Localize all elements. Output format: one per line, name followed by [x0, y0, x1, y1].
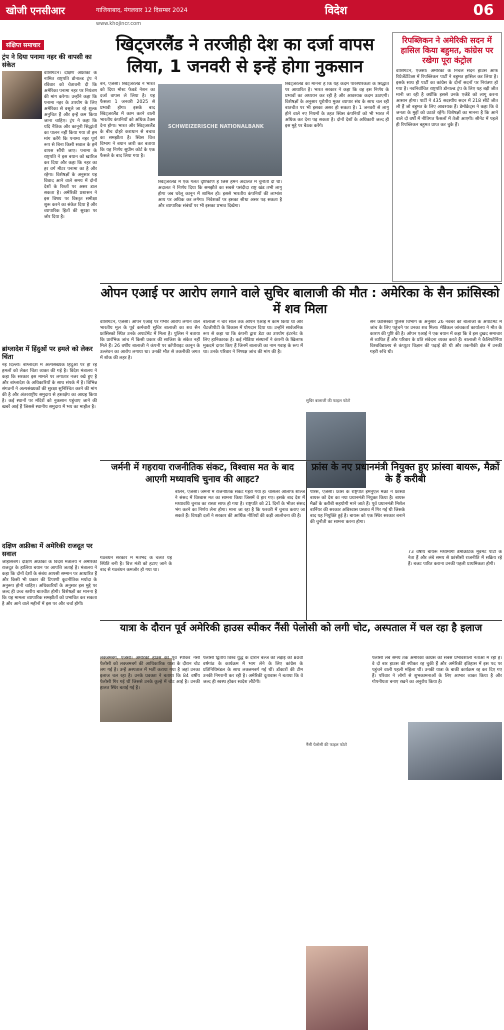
- bottom-article-col-3: पेलोसी लंबे समय तक अमेरिकी कांग्रेस की सबसे प्रभावशाली नेताओं में रही हैं। वे दो बार हाउस की स्पीकर रह चुकी हैं और अमेरिकी इतिहास में इस पद पर पहुंचने वाली पहली महिला थीं। उनकी यात्रा के बाकी कार्यक्रम रद्द कर दिए गए हैं। परिवार ने लोगों से शुभकामनाओं के लिए आभार व्यक्त किया है और गोपनीयता बनाए रखने का अनुरोध किया है।: [372, 656, 502, 685]
- website-line: www.khojincr.com: [96, 21, 142, 27]
- section-title: विदेश: [324, 3, 348, 17]
- left-article-1: वाशिंगटन। दक्षिण अफ्रीका के नामित राष्ट्रपति डोनाल्ड ट्रंप ने रविवार को चेतावनी दी कि अमेरिका पनामा नहर पर नियंत्रण की मांग करेगा। उन्होंने कहा कि पनामा नहर के उपयोग के लिए अमेरिका से वसूले जा रहे शुल्क अनुचित हैं और इन्हें कम किया जाना चाहिए। ट्रंप ने कहा कि यदि नैतिक और कानूनी सिद्धांतों का पालन नहीं किया गया तो हम मांग करेंगे कि पनामा नहर पूर्ण रूप से बिना किसी सवाल के हमें वापस सौंपी जाए। पनामा के राष्ट्रपति ने इस बयान को खारिज कर दिया और कहा कि नहर का हर वर्ग मीटर पनामा का है और रहेगा। विशेषज्ञों के अनुसार यह विवाद आने वाले समय में दोनों देशों के रिश्तों पर असर डाल सकता है। अमेरिकी प्रशासन ने इस विषय पर विस्तृत समीक्षा शुरू करने का संकेत दिया है और व्यापारिक हितों की सुरक्षा पर जोर दिया है।: [44, 71, 97, 220]
- right-headline: रिपब्लिकन ने अमेरिकी सदन में हासिल किया बहुमत, कांग्रेस पर रखेगा पूरा कंट्रोल: [400, 36, 494, 65]
- bottom-article-col-2: पेलोसी द्वितीय विश्व युद्ध के दौरान बल्ज की लड़ाई की 80वीं वर्षगांठ के कार्यक्रम में भाग लेने के लिए कांग्रेस के प्रतिनिधिमंडल के साथ लक्जमबर्ग गई थीं। डॉक्टरों की टीम उनकी निगरानी कर रही है। अमेरिकी दूतावास ने बताया कि वे जल्द ही स्वस्थ होकर स्वदेश लौटेंगी।: [203, 656, 303, 685]
- left-article-3: जोहांसबर्ग। दक्षिण अफ्रीका के विदेश मंत्रालय ने अमेरिकी राजदूत के हालिया बयान पर आपत्ति जताई है। मंत्रालय ने कहा कि दोनों देशों के संबंध आपसी सम्मान पर आधारित हैं और किसी भी प्रकार की टिप्पणी कूटनीतिक मर्यादा के अनुरूप होनी चाहिए। अधिकारियों के अनुसार इस मुद्दे पर जल्द ही उच्च स्तरीय बातचीत होगी। विशेषज्ञों का मानना है कि यह मामला व्यापारिक समझौतों को प्रभावित कर सकता है और आने वाले महीनों में इस पर और चर्चा होगी।: [2, 560, 97, 607]
- masthead-dateline: गाजियाबाद, मंगलवार 12 दिसम्बर 2024: [96, 7, 188, 14]
- fourth-headline: फ्रांस के नए प्रधानमंत्री नियुक्त हुए फ्रांस्वा बायरू, मैक्रों के हैं करीबी: [311, 462, 500, 485]
- fourth-article-col-2: 73 वर्षीय बायरू मध्यमार्गी डेमोक्रेटिक मूवमेंट पार्टी के नेता हैं और लंबे समय से फ्रांसीसी राजनीति में सक्रिय रहे हैं। बजट पारित कराना उनकी पहली प्राथमिकता होगी।: [408, 550, 502, 567]
- second-headline: ओपन एआई पर आरोप लगाने वाले सुचिर बालाजी की मौत : अमेरिका के सैन फ्रांसिस्को में शव मिला: [100, 285, 500, 316]
- photo-caption: सुचिर बालाजी की फाइल फोटो: [306, 398, 351, 403]
- divider-1: [100, 283, 502, 284]
- left-headline-1: ट्रंप ने दिया पनामा नहर की वापसी का संकेत: [2, 53, 92, 69]
- swiss-bank-photo: [158, 84, 282, 176]
- left-headline-3: दक्षिण अफ्रीका में अमेरिकी राजदूत पर सवाल: [2, 542, 93, 558]
- third-article-col-1: बर्लिन, एजेंसी। जर्मनी में राजनीतिक संकट गहरा गया है। चांसलर ओलाफ शोल्ज ने संसद में विश्वास मत का सामना किया जिसमें वे हार गए। इसके बाद देश में मध्यावधि चुनाव का रास्ता साफ हो गया है। राष्ट्रपति को 21 दिनों के भीतर संसद भंग करने का निर्णय लेना होगा। माना जा रहा है कि फरवरी में चुनाव कराए जा सकते हैं। विपक्षी दलों ने सरकार की आर्थिक नीतियों की कड़ी आलोचना की है।: [175, 490, 305, 519]
- main-article-col-2: स्विट्जरलैंड में एक गलत दृष्टिकोण है जिसे हमने अदालत में चुनौती दी थी। अदालत ने निर्णय दिया कि समझौते का सबसे पसंदीदा राष्ट्र खंड तभी लागू होगा जब घरेलू कानून में शामिल हो। इससे भारतीय कंपनियों की लाभांश आय पर अधिक कर लगेगा। निवेशकों पर इसका सीधा असर पड़ सकता है और व्यापारिक संबंधों पर भी इसका प्रभाव दिखेगा।: [158, 180, 282, 209]
- left-headline-2: ब्रांग्लादेश में हिंदुओं पर हमले को लेकर चिंता: [2, 345, 93, 361]
- divider-3: [100, 620, 502, 621]
- divider-2: [100, 460, 502, 461]
- second-article-col-3: सैन फ्रांसिस्को पुलिस विभाग के अनुसार 26 नवंबर को बालाजी के अपार्टमेंट में जांच के लिए पहुंचने पर उनका शव मिला। मेडिकल जांचकर्ता कार्यालय ने मौत के कारण की पुष्टि की है। ओपन एआई ने एक बयान में कहा कि वे इस दुखद समाचार से व्यथित हैं और परिवार के प्रति संवेदना व्यक्त करते हैं। बालाजी ने कैलिफोर्निया विश्वविद्यालय से कंप्यूटर विज्ञान की पढ़ाई की थी और तकनीकी क्षेत्र में उनकी गहरी रुचि थी।: [370, 320, 502, 355]
- main-headline: खिट्जरलैंड ने तरजीही देश का दर्जा वापस लिया, 1 जनवरी से इन्हें होगा नुकसान: [115, 35, 375, 77]
- nancy-pelosi-photo: [306, 946, 368, 1030]
- left-column: [2, 32, 97, 798]
- page-number: 06: [473, 1, 494, 19]
- masthead: [0, 0, 504, 20]
- left-article-2: नई दिल्ली। बांग्लादेश में अल्पसंख्यक हिंदुओं पर हो रहे हमलों को लेकर चिंता व्यक्त की गई है। विदेश मंत्रालय ने कहा कि सरकार इस मामले पर लगातार नजर रखे हुए है और बांग्लादेश के अधिकारियों के साथ संपर्क में है। विभिन्न संगठनों ने अल्पसंख्यकों की सुरक्षा सुनिश्चित करने की मांग की है और अंतरराष्ट्रीय समुदाय से हस्तक्षेप का आग्रह किया है। कई स्थानों पर मंदिरों को नुकसान पहुंचाए जाने की खबरें आई हैं जिससे स्थानीय समुदाय में भय का माहौल है।: [2, 363, 97, 410]
- divider-vertical: [306, 462, 307, 620]
- third-headline: जर्मनी में गहराया राजनीतिक संकट, विश्वास मत के बाद आएगी मध्यावधि चुनाव की आहट?: [111, 463, 294, 485]
- fourth-article-col-1: पेरिस, एजेंसी। फ्रांस के राष्ट्रपति इमैनुएल मैक्रों ने फ्रांस्वा बायरू को देश का नया प्रधानमंत्री नियुक्त किया है। बायरू मैक्रों के करीबी सहयोगी माने जाते हैं। पूर्व प्रधानमंत्री मिशेल बार्नियर की सरकार अविश्वास प्रस्ताव में गिर गई थी जिसके बाद यह नियुक्ति हुई है। बायरू को एक स्थिर सरकार बनाने की चुनौती का सामना करना होगा।: [310, 490, 405, 525]
- second-article-col-1: वाशिंगटन, एजेंसी। ओपन एआई पर गंभीर आरोप लगाने वाले भारतीय मूल के पूर्व कर्मचारी सुचिर बालाजी का शव सैन फ्रांसिस्को स्थित उनके अपार्टमेंट में मिला है। पुलिस ने बताया कि प्रारंभिक जांच में किसी प्रकार की साजिश के संकेत नहीं मिले हैं। 26 वर्षीय बालाजी ने कंपनी पर कॉपीराइट कानून के उल्लंघन का आरोप लगाया था। उनकी मौत से तकनीकी जगत में शोक की लहर है।: [100, 320, 200, 361]
- second-article-col-2: बालाजी ने चार साल तक ओपन एआई में काम किया था और चैटजीपीटी के विकास में योगदान दिया था। उन्होंने सार्वजनिक रूप से कहा था कि कंपनी द्वारा डेटा का उपयोग इंटरनेट के लिए हानिकारक है। कई मीडिया संस्थानों ने कंपनी के खिलाफ मुकदमे दायर किए हैं जिनमें बालाजी का नाम गवाह के रूप में था। उनके परिवार ने निष्पक्ष जांच की मांग की है।: [203, 320, 303, 355]
- main-article-col-3: स्विट्जरलैंड का मानना है कि यह कदम पारस्परिकता के सिद्धांत पर आधारित है। भारत सरकार ने कहा कि वह इस निर्णय के प्रभावों का अध्ययन कर रही है और आवश्यक कदम उठाएगी। विशेषज्ञों के अनुसार यूरोपीय मुक्त व्यापार संघ के साथ चल रही बातचीत पर भी इसका असर हो सकता है। 1 जनवरी से लागू होने वाले नए नियमों के तहत स्विस कंपनियों को भी भारत में अधिक कर देना पड़ सकता है। दोनों देशों के अधिकारी जल्द ही इस मुद्दे पर बैठक करेंगे।: [285, 82, 389, 129]
- bank-sign-text: SCHWEIZERISCHE NATIONALBANK: [168, 124, 264, 130]
- trump-photo: [2, 71, 42, 119]
- main-article-col-1: बर्न, एजेंसी। स्विट्जरलैंड ने भारत को दिया मोस्ट फेवर्ड नेशन का दर्जा वापस ले लिया है। यह फैसला 1 जनवरी 2025 से प्रभावी होगा। इसके बाद स्विट्जरलैंड में काम करने वाली भारतीय कंपनियों को अधिक टैक्स देना होगा। भारत और स्विट्जरलैंड के बीच दोहरे कराधान से बचाव का समझौता है। स्विस वित्त विभाग ने बयान जारी कर बताया कि यह निर्णय सुप्रीम कोर्ट के एक फैसले के बाद लिया गया है।: [100, 82, 155, 159]
- right-article: वाशिंगटन, एजेंसी। अमेरिका के निचले सदन हाउस ऑफ रिप्रेजेंटेटिव्स में रिपब्लिकन पार्टी ने बहुमत हासिल कर लिया है। इसके साथ ही पार्टी का कांग्रेस के दोनों सदनों पर नियंत्रण हो गया है। नवनिर्वाचित राष्ट्रपति डोनाल्ड ट्रंप के लिए यह बड़ी जीत मानी जा रही है क्योंकि इससे उनके एजेंडे को लागू करना आसान होगा। पार्टी ने 435 सदस्यीय सदन में 218 सीटें जीत ली हैं जो बहुमत के लिए आवश्यक हैं। डेमोक्रेट्स ने कहा कि वे जनता के मुद्दों को उठाते रहेंगे। विशेषज्ञों का मानना है कि आने वाले दो वर्षों में नीतिगत फैसलों में तेजी आएगी। सीनेट में पहले ही रिपब्लिकन बहुमत प्राप्त कर चुके हैं।: [396, 69, 498, 128]
- bottom-article-col-1: लक्जमबर्ग, एजेंसी। अमेरिकी हाउस की पूर्व स्पीकर नैंसी पेलोसी को लक्जमबर्ग की आधिकारिक यात्रा के दौरान चोट लग गई है। उन्हें अस्पताल में भर्ती कराया गया है जहां उनका इलाज चल रहा है। उनके प्रवक्ता ने बताया कि 84 वर्षीय पेलोसी गिर गई थीं जिससे उनके कूल्हे में चोट आई है। उनकी हालत स्थिर बताई गई है।: [100, 656, 200, 691]
- third-article-col-2: गठबंधन सरकार में मतभेद के चलते यह स्थिति बनी है। वित्त मंत्री को हटाए जाने के बाद से गठबंधन कमजोर हो गया था।: [100, 556, 172, 573]
- bottom-headline: यात्रा के दौरान पूर्व अमेरिकी हाउस स्पीकर नैंसी पेलोसी को लगी चोट, अस्पताल में चल रहा है इलाज: [119, 623, 483, 634]
- right-story-box: [392, 32, 502, 282]
- masthead-logo: खोजी एनसीआर: [6, 6, 66, 17]
- pelosi-caption: नैंसी पेलोसी की फाइल फोटो: [306, 742, 347, 747]
- brief-news-tag: संक्षिप्त समाचार: [2, 40, 44, 50]
